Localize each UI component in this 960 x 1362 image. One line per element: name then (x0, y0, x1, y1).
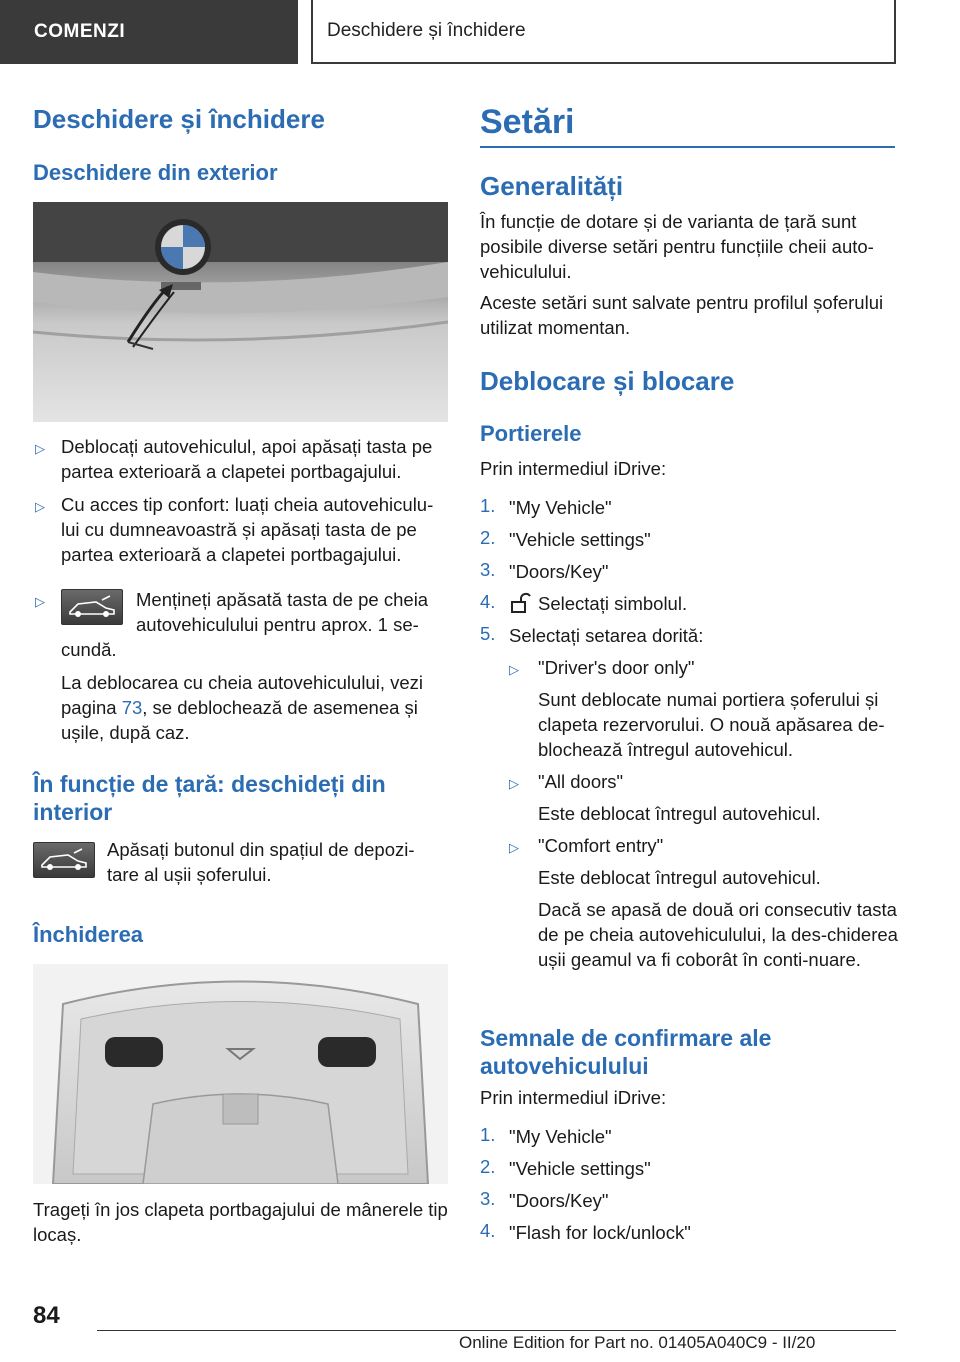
signals-step-1: "My Vehicle" (509, 1126, 612, 1147)
trunk-button-icon (61, 589, 123, 625)
step-number: 3. (480, 559, 496, 580)
step-number: 4. (480, 1220, 496, 1241)
bullet-triangle-icon: ▷ (509, 662, 519, 677)
icon-bullet-line1: Mențineți apăsată tasta de pe cheia (136, 589, 429, 610)
option-desc-3: Este deblocat întregul autovehicul. (538, 867, 821, 888)
option-label-2: "All doors" (538, 771, 624, 792)
chapter-tab (311, 0, 896, 64)
option-label-1: "Driver's door only" (538, 657, 695, 678)
doors-heading: Portierele (480, 421, 582, 446)
subtitle-exterior: Deschidere din exterior (33, 160, 278, 185)
doors-step-3: "Doors/Key" (509, 561, 609, 582)
icon-bullet-line3: cundă. (61, 639, 117, 660)
icon-bullet-line2: autovehiculului pentru aprox. 1 se- (136, 614, 419, 635)
edition-text: Online Edition for Part no. 01405A040C9 - II/20 (459, 1333, 816, 1352)
doors-step-1: "My Vehicle" (509, 497, 612, 518)
step-number: 3. (480, 1188, 496, 1209)
option-desc-1: Sunt deblocate numai portiera șoferului și clapeta rezervorului. O nouă apăsarea de-blochează întregul autovehicul. (538, 689, 885, 760)
bullet-triangle-icon: ▷ (509, 776, 519, 791)
bullet-triangle-icon: ▷ (35, 499, 45, 514)
doors-step-2: "Vehicle settings" (509, 529, 651, 550)
signals-intro: Prin intermediul iDrive: (480, 1087, 667, 1108)
signals-step-2: "Vehicle settings" (509, 1158, 651, 1179)
section-tab (0, 0, 298, 64)
unlock-icon (509, 591, 531, 615)
trunk-button-icon (33, 842, 95, 878)
step-number: 5. (480, 623, 496, 644)
general-p1: În funcție de dotare și de varianta de țară sunt posibile diverse setări pentru funcțiile cheii auto-vehiculului. (480, 211, 874, 282)
trunk-exterior-figure (33, 202, 448, 422)
doors-intro: Prin intermediul iDrive: (480, 458, 667, 479)
closing-text: Trageți în jos clapeta portbagajului de mânerele tip locaș. (33, 1199, 448, 1245)
bullet-triangle-icon: ▷ (35, 594, 45, 609)
signals-step-4: "Flash for lock/unlock" (509, 1222, 691, 1243)
doors-step-5: Selectați setarea dorită: (509, 625, 704, 646)
lock-heading: Deblocare și blocare (480, 366, 735, 396)
bullet-triangle-icon: ▷ (509, 840, 519, 855)
page-link[interactable]: 73 (121, 697, 143, 718)
country-text: Apăsați butonul din spațiul de depozi-tare al ușii șoferului. (107, 839, 415, 885)
option-label-3: "Comfort entry" (538, 835, 664, 856)
bullet-triangle-icon: ▷ (35, 441, 45, 456)
trunk-interior-figure (33, 964, 448, 1184)
bullet-text-2: Cu acces tip confort: luați cheia autovehiculu-lui cu dumneavoastră și apăsați tasta de pe partea exterioară a clapetei portbagajului. (61, 494, 434, 565)
title-rule (480, 146, 895, 148)
settings-title: Setări (480, 103, 575, 141)
page-number: 84 (33, 1302, 60, 1329)
signals-step-3: "Doors/Key" (509, 1190, 609, 1211)
step-number: 1. (480, 495, 496, 516)
general-p2: Aceste setări sunt salvate pentru profilul șoferului utilizat momentan. (480, 292, 884, 338)
doors-step-4: Selectați simbolul. (538, 593, 688, 614)
footer-rule (97, 1330, 896, 1331)
country-heading: În funcție de țară: deschideți din interior (33, 771, 386, 825)
step-number: 1. (480, 1124, 496, 1145)
option-desc-3b: Dacă se apasă de două ori consecutiv tasta de pe cheia autovehiculului, la des-chiderea ușii geamul va fi coborât în conti-nuare. (538, 899, 898, 970)
signals-heading: Semnale de confirmare ale autovehiculului (480, 1025, 772, 1079)
section-title: COMENZI (34, 21, 126, 42)
chapter-title: Deschidere și închidere (327, 20, 526, 41)
step-number: 2. (480, 527, 496, 548)
option-desc-2: Este deblocat întregul autovehicul. (538, 803, 821, 824)
step-number: 2. (480, 1156, 496, 1177)
page-title: Deschidere și închidere (33, 104, 325, 134)
bullet-text-1: Deblocați autovehiculul, apoi apăsați tasta pe partea exterioară a clapetei portbagajului. (61, 436, 433, 482)
closing-heading: Închiderea (33, 922, 144, 947)
step-number: 4. (480, 591, 496, 612)
unlock-note: La deblocarea cu cheia autovehiculului, vezi pagina 73, se deblochează de asemenea și ușile, după caz. (61, 672, 424, 743)
general-heading: Generalități (480, 171, 624, 201)
